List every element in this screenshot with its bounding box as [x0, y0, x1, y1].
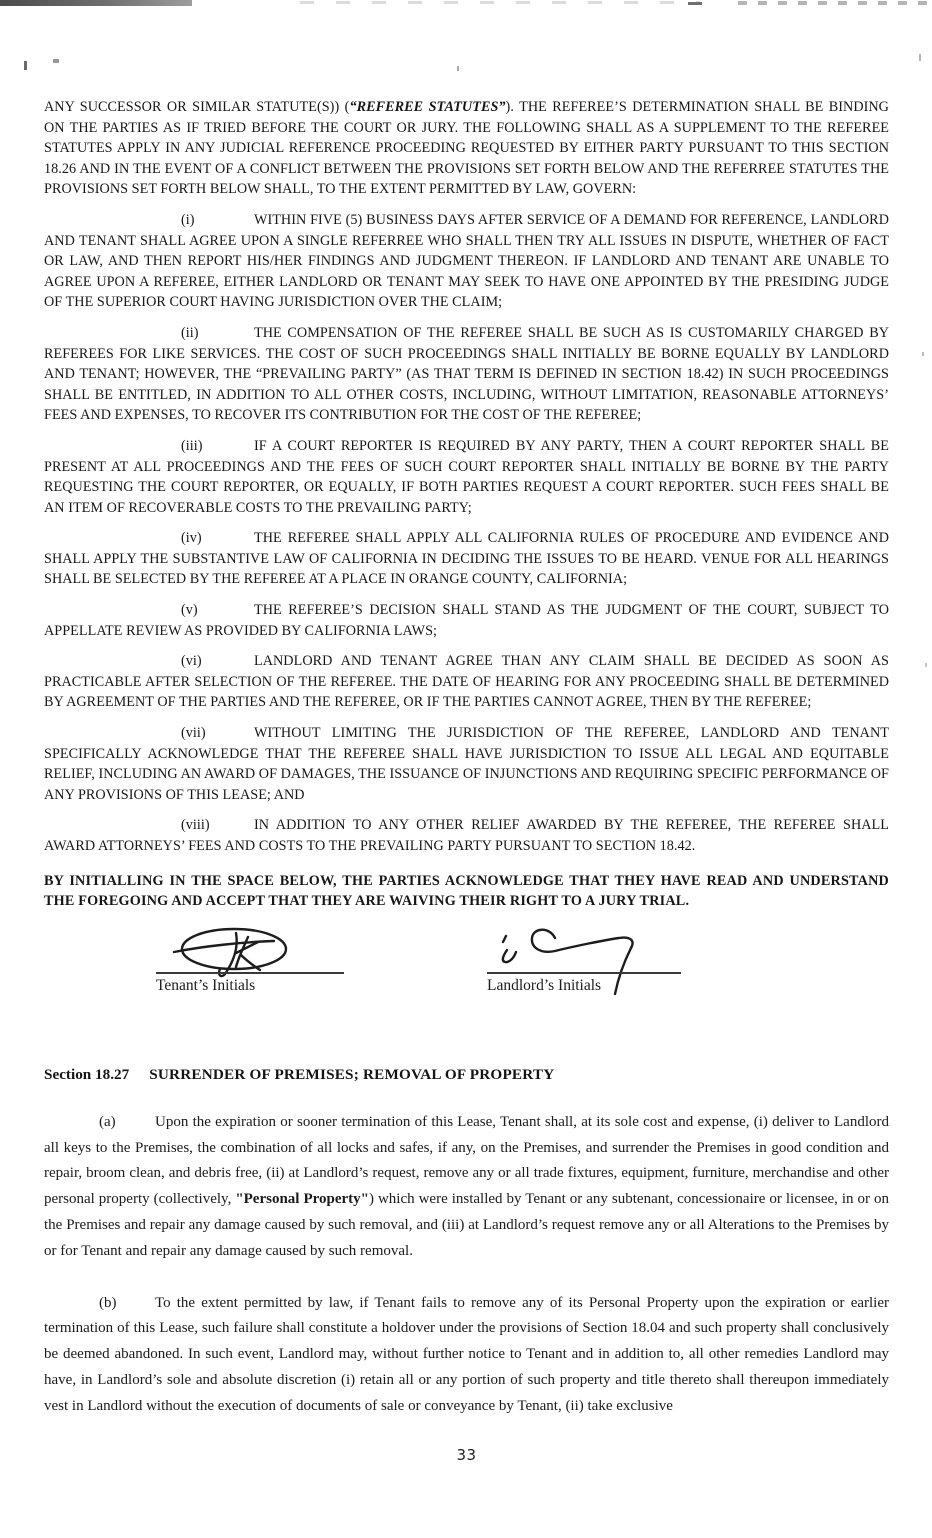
- clause-viii: [44, 815, 889, 856]
- page-column: [44, 97, 889, 1464]
- section-number: Section 18.27: [44, 1065, 130, 1083]
- clause-marker: (iv): [181, 530, 202, 547]
- scan-artifact-dash: [688, 2, 702, 5]
- clause-vii: [44, 723, 889, 805]
- subsection-marker: (b): [99, 1294, 117, 1311]
- tenant-initials-block: [156, 928, 366, 1012]
- clause-text: THE REFEREE SHALL APPLY ALL CALIFORNIA RULES OF PROCEDURE AND EVIDENCE AND SHALL APPLY THE SUBSTANTIVE LAW OF CALIFORNIA IN DECIDING THE ISSUES TO BE HEARD. VENUE FOR ALL HEARINGS SHALL BE SELECTED BY THE REFEREE AT A PLACE IN ORANGE COUNTY, CALIFORNIA;: [44, 530, 889, 588]
- clause-i: [44, 210, 889, 313]
- clause-marker: (vi): [181, 653, 202, 670]
- scan-artifact-dashes: [300, 1, 700, 4]
- subsection-text-pre: Upon the expiration or sooner termination of this Lease, Tenant shall, at its sole cost and expense, (i) deliver to Landlord all keys to the Premises, the combination of all locks and safes, if any, on the Premises, and surrender the Premises in good condition and repair, broom clean, and debris free, (ii) at Landlord’s request, remove any or all trade fixtures, equipment, furniture, merchandise and other personal property (collectively,: [44, 1113, 889, 1208]
- scan-artifact-speck: [24, 61, 27, 70]
- scan-artifact-speck: [922, 352, 924, 356]
- subsection-text: To the extent permitted by law, if Tenant fails to remove any of its Personal Property upon the expiration or earlier termination of this Lease, such failure shall constitute a holdover under the provisions of Section 18.04 and such property shall conclusively be deemed abandoned. In such event, Landlord may, without further notice to Tenant and in addition to, all other remedies Landlord may have, in Landlord’s sole and absolute discretion (i) retain all or any portion of such property and title thereto shall thereupon immediately vest in Landlord without the execution of documents of sale or conveyance by Tenant, (ii) take exclusive: [44, 1294, 889, 1414]
- landlord-initials-label: Landlord’s Initials: [487, 976, 602, 994]
- scan-artifact-speck: [925, 663, 927, 667]
- clause-marker: (v): [181, 602, 198, 619]
- clause-iii: [44, 436, 889, 518]
- scan-artifact-top-strip: [0, 0, 192, 6]
- clause-text: IN ADDITION TO ANY OTHER RELIEF AWARDED BY THE REFEREE, THE REFEREE SHALL AWARD ATTORNEYS’ FEES AND COSTS TO THE PREVAILING PARTY PURSUANT TO SECTION 18.42.: [44, 817, 889, 854]
- scan-artifact-speck: [53, 59, 59, 63]
- clause-text: LANDLORD AND TENANT AGREE THAN ANY CLAIM SHALL BE DECIDED AS SOON AS PRACTICABLE AFTER SELECTION OF THE REFEREE. THE DATE OF HEARING FOR ANY PROCEEDING SHALL BE DETERMINED BY AGREEMENT OF THE PARTIES AND THE REFEREE, OR IF THE PARTIES CANNOT AGREE, THEN BY THE REFEREE;: [44, 653, 889, 711]
- scan-artifact-speck: [919, 54, 921, 61]
- intro-paragraph: [44, 97, 889, 200]
- subsection-text-post: ) which were installed by Tenant or any subtenant, concessionaire or licensee, in or on the Premises and repair any damage caused by such removal, and (iii) at Landlord’s request remove any or all Alterations to the Premises by or for Tenant and repair any damage caused by such removal.: [44, 1191, 890, 1259]
- clause-v: [44, 600, 889, 641]
- subsection-marker: (a): [99, 1113, 116, 1130]
- subsection-a: [44, 1110, 889, 1265]
- clause-text: THE COMPENSATION OF THE REFEREE SHALL BE SUCH AS IS CUSTOMARILY CHARGED BY REFEREES FOR LIKE SERVICES. THE COST OF SUCH PROCEEDINGS SHALL INITIALLY BE BORNE EQUALLY BY LANDLORD AND TENANT; HOWEVER, THE “PREVAILING PARTY” (AS THAT TERM IS DEFINED IN SECTION 18.42) IN SUCH PROCEEDINGS SHALL BE ENTITLED, IN ADDITION TO ALL OTHER COSTS, INCLUDING, WITHOUT LIMITATION, REASONABLE ATTORNEYS’ FEES AND EXPENSES, TO RECOVER ITS CONTRIBUTION FOR THE COST OF THE REFEREE;: [44, 324, 889, 424]
- acknowledgement-paragraph: BY INITIALLING IN THE SPACE BELOW, THE PARTIES ACKNOWLEDGE THAT THEY HAVE READ AND UNDERSTAND THE FOREGOING AND ACCEPT THAT THEY ARE WAIVING THEIR RIGHT TO A JURY TRIAL.: [44, 872, 889, 910]
- clause-text: WITHOUT LIMITING THE JURISDICTION OF THE REFEREE, LANDLORD AND TENANT SPECIFICALLY ACKNOWLEDGE THAT THE REFEREE SHALL HAVE JURISDICTION TO ISSUE ALL LEGAL AND EQUITABLE RELIEF, INCLUDING AN AWARD OF DAMAGES, THE ISSUANCE OF INJUNCTIONS AND REQUIRING SPECIFIC PERFORMANCE OF ANY PROVISIONS OF THIS LEASE; AND: [44, 725, 889, 803]
- clause-marker: (i): [181, 211, 195, 228]
- defined-term-referee-statutes: “REFEREE STATUTES”: [349, 99, 506, 115]
- tenant-initials-line: [156, 972, 344, 974]
- clause-marker: (iii): [181, 437, 203, 454]
- section-heading: [44, 1066, 889, 1084]
- scan-artifact-speck: [457, 66, 459, 71]
- clause-vi: [44, 651, 889, 713]
- tenant-initials-label: Tenant’s Initials: [156, 976, 256, 994]
- clause-ii: [44, 323, 889, 426]
- page-number: 33: [456, 1445, 477, 1464]
- clause-iv: [44, 528, 889, 590]
- clause-text: IF A COURT REPORTER IS REQUIRED BY ANY PARTY, THEN A COURT REPORTER SHALL BE PRESENT AT ALL PROCEEDINGS AND THE FEES OF SUCH COURT REPORTER SHALL INITIALLY BE BORNE BY THE PARTY REQUESTING THE COURT REPORTER, OR EQUALLY, IF BOTH PARTIES REQUEST A COURT REPORTER. SUCH FEES SHALL BE AN ITEM OF RECOVERABLE COSTS TO THE PREVAILING PARTY;: [44, 437, 889, 516]
- signature-area: [44, 928, 889, 1012]
- section-title: SURRENDER OF PREMISES; REMOVAL OF PROPERTY: [149, 1065, 555, 1083]
- landlord-initials-block: [487, 928, 707, 1012]
- clause-text: THE REFEREE’S DECISION SHALL STAND AS THE JUDGMENT OF THE COURT, SUBJECT TO APPELLATE REVIEW AS PROVIDED BY CALIFORNIA LAWS;: [44, 602, 889, 639]
- scan-artifact-dashes: [738, 1, 932, 5]
- clause-marker: (vii): [181, 725, 206, 742]
- landlord-initials-line: [487, 972, 681, 974]
- intro-text-pre: ANY SUCCESSOR OR SIMILAR STATUTE(S)) (: [44, 99, 350, 115]
- intro-text-post: ). THE REFEREE’S DETERMINATION SHALL BE BINDING ON THE PARTIES AS IF TRIED BEFORE THE COURT OR JURY. THE FOLLOWING SHALL AS A SUPPLEMENT TO THE REFEREE STATUTES APPLY IN ANY JUDICIAL REFERENCE PROCEEDING REQUESTED BY EITHER PARTY PURSUANT TO THIS SECTION 18.26 AND IN THE EVENT OF A CONFLICT BETWEEN THE PROVISIONS SET FORTH BELOW AND THE REFERREE STATUTES THE PROVISIONS SET FORTH BELOW SHALL, TO THE EXTENT PERMITTED BY LAW, GOVERN:: [44, 99, 889, 198]
- defined-term-personal-property: "Personal Property": [235, 1191, 369, 1208]
- clause-marker: (ii): [181, 324, 199, 341]
- subsection-b: [44, 1291, 889, 1420]
- clause-text: WITHIN FIVE (5) BUSINESS DAYS AFTER SERVICE OF A DEMAND FOR REFERENCE, LANDLORD AND TENANT SHALL AGREE UPON A SINGLE REFERREE WHO SHALL THEN TRY ALL ISSUES IN DISPUTE, WHETHER OF FACT OR LAW, AND THEN REPORT HIS/HER FINDINGS AND JUDGMENT THEREON. IF LANDLORD AND TENANT ARE UNABLE TO AGREE UPON A REFEREE, EITHER LANDLORD OR TENANT MAY SEEK TO HAVE ONE APPOINTED BY THE PRESIDING JUDGE OF THE SUPERIOR COURT HAVING JURISDICTION OVER THE CLAIM;: [44, 211, 889, 311]
- clause-marker: (viii): [181, 817, 210, 834]
